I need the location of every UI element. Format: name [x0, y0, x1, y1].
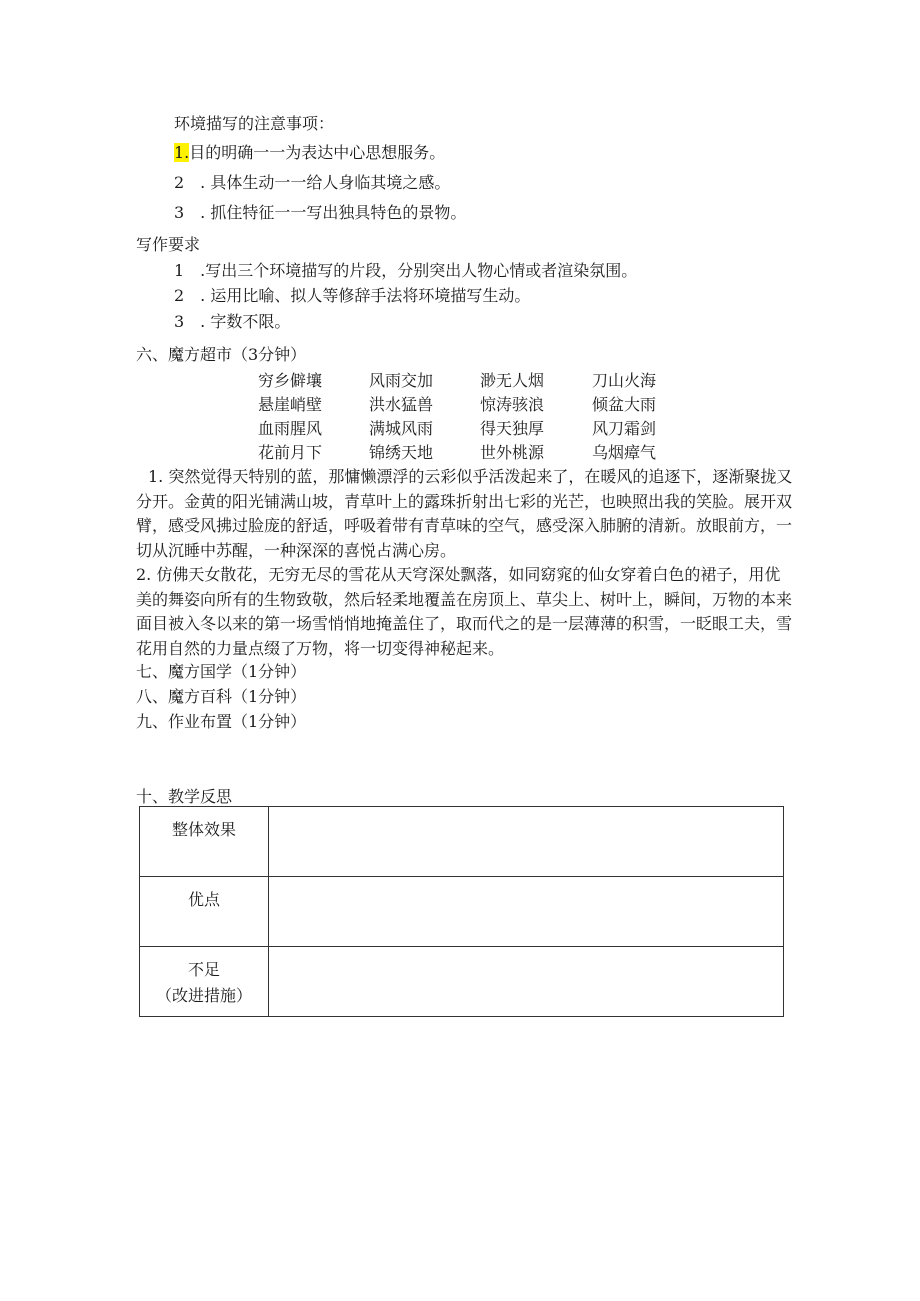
- idiom: 穷乡僻壤: [258, 371, 323, 390]
- row-label-weaknesses-main: 不足: [187, 960, 220, 979]
- sample-passages: [136, 465, 796, 661]
- idiom: 世外桃源: [480, 443, 545, 462]
- section-10-title: 十、教学反思: [136, 787, 233, 806]
- idiom: 得天独厚: [480, 419, 545, 438]
- idiom: 锦绣天地: [369, 443, 434, 462]
- row-value-overall: [269, 807, 784, 877]
- requirement-item-2: 2 . 运用比喻、拟人等修辞手法将环境描写生动。: [174, 286, 531, 305]
- idiom: 倾盆大雨: [592, 395, 657, 414]
- row-label-strengths: 优点: [140, 877, 269, 947]
- section-7-title: 七、魔方国学（1分钟）: [136, 662, 307, 681]
- requirement-item-3: 3 . 字数不限。: [174, 312, 291, 331]
- requirements-title: 写作要求: [136, 235, 201, 254]
- sample-passage-1: 1. 突然觉得天特别的蓝，那慵懒漂浮的云彩似乎活泼起来了，在暖风的追逐下，逐渐聚拢又分开。金黄的阳光铺满山坡，青草叶上的露珠折射出七彩的光芒，也映照出我的笑脸。展开双臂，感受风拂过脸庞的舒适，呼吸着带有青草味的空气，感受深入肺腑的清新。放眼前方，一切从沉睡中苏醒，一种深深的喜悦占满心房。: [136, 467, 793, 560]
- row-value-strengths: [269, 877, 784, 947]
- idiom: 乌烟瘴气: [592, 443, 657, 462]
- requirement-item-1: 1 .写出三个环境描写的片段，分别突出人物心情或者渲染氛围。: [174, 261, 638, 280]
- notes-item-1: [174, 142, 445, 164]
- idiom: 渺无人烟: [480, 371, 545, 390]
- section-6-title: 六、魔方超市（3分钟）: [136, 345, 307, 364]
- idiom: 风刀霜剑: [592, 419, 657, 438]
- notes-title: 环境描写的注意事项：: [174, 114, 335, 133]
- row-label-weaknesses: [140, 947, 269, 1017]
- reflection-table: [139, 806, 784, 1017]
- idiom: 刀山火海: [592, 371, 657, 390]
- row-label-overall: 整体效果: [140, 807, 269, 877]
- idiom: 满城风雨: [369, 419, 434, 438]
- sample-passage-2: 2. 仿佛天女散花，无穷无尽的雪花从天穹深处飘落，如同窈窕的仙女穿着白色的裙子，用优美的舞姿向所有的生物致敬，然后轻柔地覆盖在房顶上、草尖上、树叶上，瞬间，万物的本来面目被入冬以来的第一场雪悄悄地掩盖住了，取而代之的是一层薄薄的积雪，一眨眼工夫，雪花用自然的力量点缀了万物，将一切变得神秘起来。: [136, 565, 793, 658]
- section-9-title: 九、作业布置（1分钟）: [136, 712, 307, 731]
- idiom: 惊涛骇浪: [480, 395, 545, 414]
- table-row: [140, 947, 784, 1017]
- idiom: 悬崖峭壁: [258, 395, 323, 414]
- idiom: 洪水猛兽: [369, 395, 434, 414]
- table-row: [140, 807, 784, 877]
- idiom: 花前月下: [258, 443, 323, 462]
- row-value-weaknesses: [269, 947, 784, 1017]
- notes-item-3: 3 . 抓住特征一一写出独具特色的景物。: [174, 203, 467, 222]
- row-label-weaknesses-sub: （改进措施）: [155, 986, 252, 1005]
- table-row: [140, 877, 784, 947]
- notes-item-2: 2 . 具体生动一一给人身临其境之感。: [174, 173, 451, 192]
- notes-item-1-number: 1.: [174, 143, 190, 162]
- idiom: 风雨交加: [369, 371, 434, 390]
- section-8-title: 八、魔方百科（1分钟）: [136, 687, 307, 706]
- idiom: 血雨腥风: [258, 419, 323, 438]
- notes-item-1-text: 目的明确一一为表达中心思想服务。: [189, 143, 446, 162]
